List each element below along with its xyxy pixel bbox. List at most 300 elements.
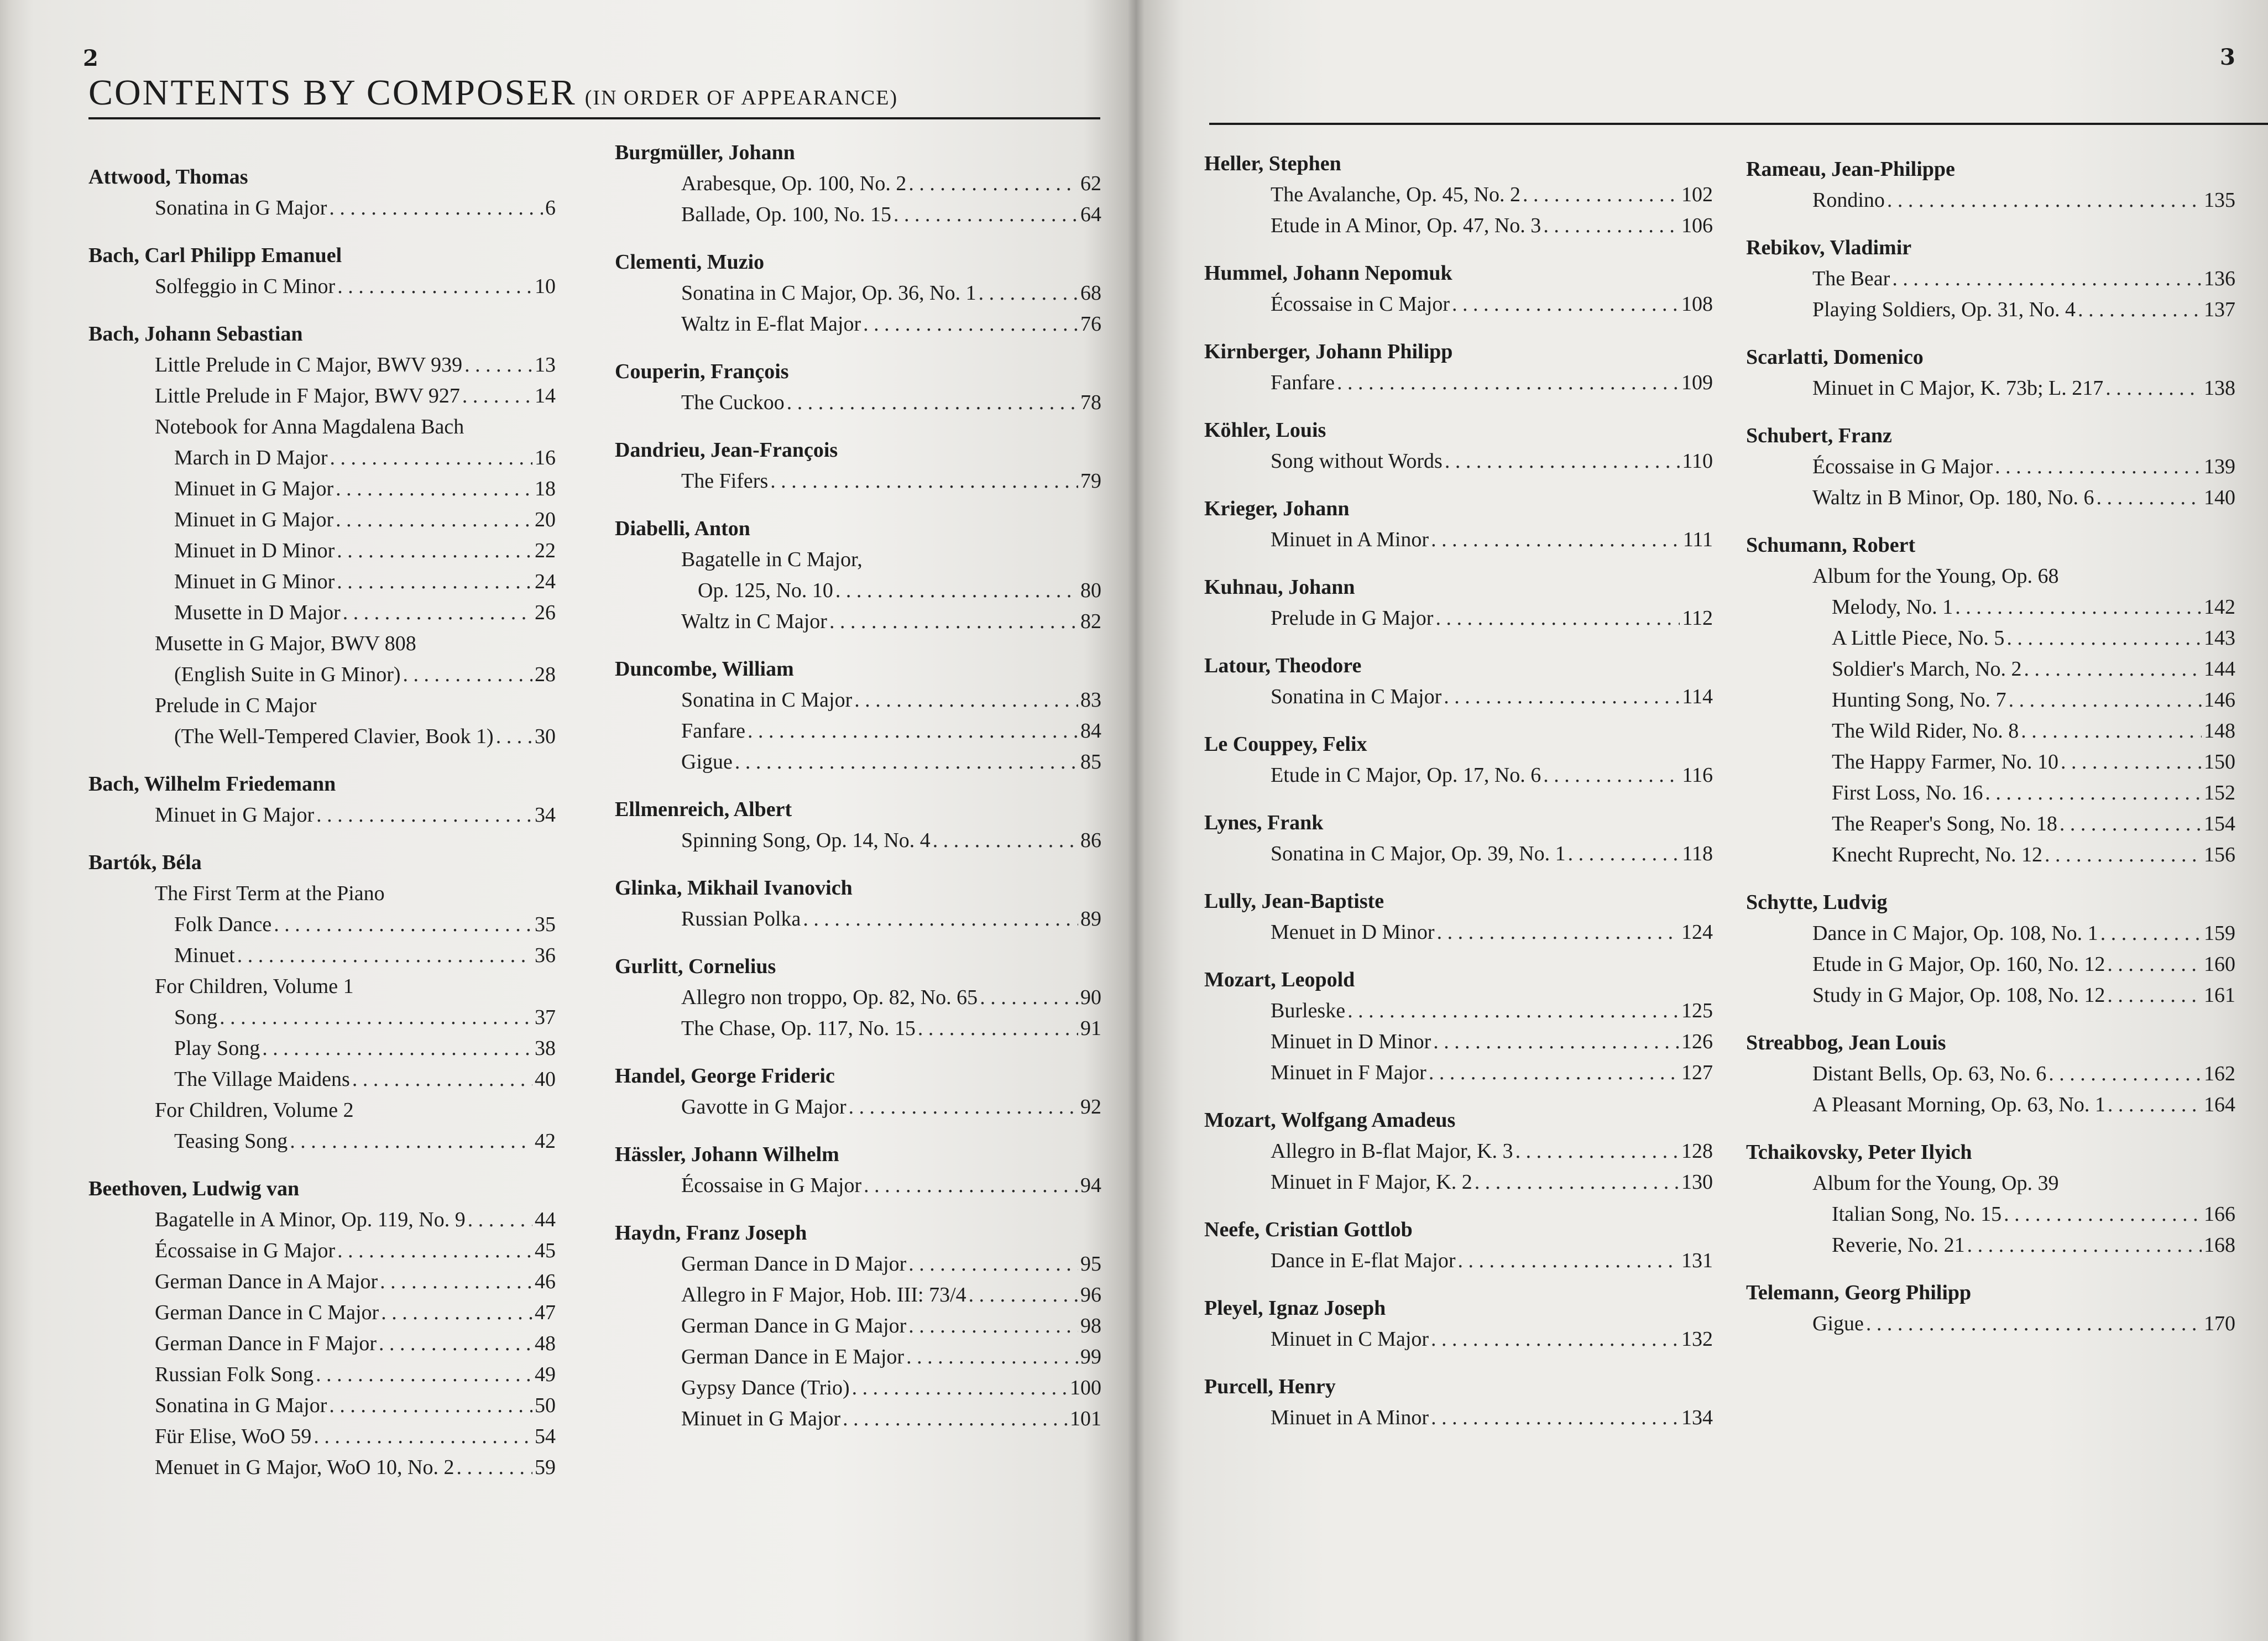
piece-title: A Pleasant Morning, Op. 63, No. 1 bbox=[1812, 1093, 2105, 1116]
toc-subheading: The First Term at the Piano bbox=[155, 882, 385, 905]
toc-subheading: For Children, Volume 2 bbox=[155, 1099, 354, 1122]
toc-piece-row bbox=[88, 349, 556, 380]
toc-piece-row bbox=[615, 606, 1101, 637]
page-reference: 132 bbox=[1681, 1328, 1713, 1351]
page-reference: 40 bbox=[535, 1068, 556, 1091]
dot-leader bbox=[2105, 373, 2202, 404]
page-reference: 112 bbox=[1682, 607, 1713, 630]
dot-leader bbox=[403, 659, 532, 690]
page-reference: 76 bbox=[1080, 312, 1101, 336]
composer-name: Lynes, Frank bbox=[1204, 811, 1324, 834]
dot-leader bbox=[2006, 623, 2202, 654]
page-reference: 22 bbox=[535, 539, 556, 562]
page-reference: 16 bbox=[535, 446, 556, 469]
piece-title: Hunting Song, No. 7 bbox=[1832, 688, 2006, 712]
composer-entry bbox=[615, 137, 1101, 230]
dot-leader bbox=[1523, 179, 1679, 210]
toc-piece-row bbox=[1204, 760, 1713, 791]
piece-title: Minuet in D Minor bbox=[174, 539, 335, 562]
page-reference: 106 bbox=[1681, 214, 1713, 237]
piece-title: Menuet in D Minor bbox=[1271, 921, 1435, 944]
toc-piece-row bbox=[1204, 1167, 1713, 1198]
dot-leader bbox=[829, 606, 1078, 637]
dot-leader bbox=[2060, 808, 2202, 839]
piece-title: Fanfare bbox=[681, 719, 746, 743]
toc-piece-row bbox=[1746, 623, 2235, 654]
left-page bbox=[0, 0, 1131, 1641]
composer-name: Le Couppey, Felix bbox=[1204, 733, 1367, 756]
page-reference: 68 bbox=[1080, 281, 1101, 305]
toc-piece-row bbox=[615, 309, 1101, 339]
page-reference: 35 bbox=[535, 913, 556, 936]
dot-leader bbox=[852, 1372, 1068, 1403]
piece-title: Écossaise in G Major bbox=[681, 1174, 862, 1197]
piece-title: Song bbox=[174, 1006, 218, 1029]
dot-leader bbox=[1985, 777, 2202, 808]
composer-entry bbox=[1204, 258, 1713, 320]
toc-piece-row bbox=[88, 1235, 556, 1266]
piece-title: Prelude in G Major bbox=[1271, 607, 1434, 630]
composer-entry bbox=[615, 356, 1101, 418]
composer-name: Lully, Jean-Baptiste bbox=[1204, 890, 1384, 913]
toc-piece-row bbox=[615, 715, 1101, 746]
page-reference: 89 bbox=[1080, 907, 1101, 931]
dot-leader bbox=[2107, 949, 2202, 980]
dot-leader bbox=[313, 1421, 532, 1452]
toc-piece-row bbox=[88, 1328, 556, 1359]
toc-subheading: Musette in G Major, BWV 808 bbox=[155, 632, 416, 655]
toc-piece-row bbox=[1746, 777, 2235, 808]
dot-leader bbox=[316, 799, 532, 830]
dot-leader bbox=[2009, 684, 2202, 715]
page-reference: 131 bbox=[1681, 1249, 1713, 1272]
page-reference: 59 bbox=[535, 1456, 556, 1479]
page-reference: 161 bbox=[2204, 984, 2235, 1007]
page-reference: 138 bbox=[2204, 377, 2235, 400]
piece-title: Minuet in G Major bbox=[681, 1407, 841, 1430]
toc-piece-row bbox=[1204, 681, 1713, 712]
page-reference: 159 bbox=[2204, 922, 2235, 945]
composer-name: Couperin, François bbox=[615, 360, 789, 383]
toc-piece-row bbox=[88, 566, 556, 597]
page-reference: 62 bbox=[1080, 172, 1101, 195]
piece-title: Etude in A Minor, Op. 47, No. 3 bbox=[1271, 214, 1541, 237]
composer-name: Neefe, Cristian Gottlob bbox=[1204, 1218, 1413, 1241]
dot-leader bbox=[336, 504, 532, 535]
toc-piece-row bbox=[1746, 1058, 2235, 1089]
composer-entry bbox=[1204, 572, 1713, 634]
page-reference: 26 bbox=[535, 601, 556, 624]
page-reference: 130 bbox=[1681, 1170, 1713, 1194]
page-reference: 95 bbox=[1080, 1252, 1101, 1276]
composer-entry bbox=[1204, 964, 1713, 1088]
toc-subheading: Bagatelle in C Major, bbox=[681, 548, 863, 571]
piece-title: German Dance in E Major bbox=[681, 1345, 905, 1368]
page-reference: 144 bbox=[2204, 657, 2235, 681]
dot-leader bbox=[464, 349, 532, 380]
piece-title: The Bear bbox=[1812, 267, 1890, 290]
composer-entry bbox=[1204, 1371, 1713, 1433]
piece-title: Allegro non troppo, Op. 82, No. 65 bbox=[681, 986, 978, 1009]
toc-piece-row bbox=[88, 1359, 556, 1390]
page-reference: 156 bbox=[2204, 843, 2235, 866]
composer-name: Bach, Wilhelm Friedemann bbox=[88, 772, 336, 796]
piece-title: Minuet in G Major bbox=[174, 508, 334, 531]
toc-subheading: Album for the Young, Op. 39 bbox=[1812, 1172, 2059, 1195]
page-reference: 45 bbox=[535, 1239, 556, 1262]
composer-entry bbox=[1204, 1214, 1713, 1276]
composer-name: Hummel, Johann Nepomuk bbox=[1204, 262, 1452, 285]
dot-leader bbox=[329, 1390, 532, 1421]
page-reference: 101 bbox=[1070, 1407, 1101, 1430]
composer-entry bbox=[615, 1217, 1101, 1434]
composer-name: Attwood, Thomas bbox=[88, 165, 248, 189]
page-reference: 94 bbox=[1080, 1174, 1101, 1197]
piece-title: Minuet in F Major, K. 2 bbox=[1271, 1170, 1472, 1194]
dot-leader bbox=[2045, 839, 2202, 870]
toc-piece-row bbox=[1746, 185, 2235, 216]
toc-piece-row bbox=[88, 473, 556, 504]
page-reference: 170 bbox=[2204, 1312, 2235, 1335]
piece-title: Gavotte in G Major bbox=[681, 1095, 846, 1119]
toc-piece-row bbox=[615, 168, 1101, 199]
toc-piece-row bbox=[88, 940, 556, 971]
page-reference: 96 bbox=[1080, 1283, 1101, 1306]
dot-leader bbox=[380, 1266, 532, 1297]
composer-entry bbox=[88, 161, 556, 223]
composer-name: Rameau, Jean-Philippe bbox=[1746, 158, 1955, 181]
piece-title: March in D Major bbox=[174, 446, 328, 469]
page-reference: 100 bbox=[1070, 1376, 1101, 1399]
piece-title: Spinning Song, Op. 14, No. 4 bbox=[681, 829, 931, 852]
dot-leader bbox=[468, 1204, 532, 1235]
piece-title: German Dance in A Major bbox=[155, 1270, 378, 1293]
dot-leader bbox=[1444, 681, 1680, 712]
dot-leader bbox=[1955, 592, 2202, 623]
page-reference: 139 bbox=[2204, 455, 2235, 478]
composer-name: Ellmenreich, Albert bbox=[615, 798, 792, 821]
piece-title: Fanfare bbox=[1271, 371, 1335, 394]
page-reference: 109 bbox=[1681, 371, 1713, 394]
dot-leader bbox=[343, 597, 532, 628]
dot-leader bbox=[969, 1279, 1078, 1310]
composer-name: Burgmüller, Johann bbox=[615, 141, 795, 164]
composer-entry bbox=[1746, 887, 2235, 1011]
heading-title: CONTENTS BY COMPOSER bbox=[88, 72, 577, 113]
dot-leader bbox=[1452, 289, 1679, 320]
composer-entry bbox=[1204, 1105, 1713, 1198]
composer-entry bbox=[1204, 807, 1713, 869]
toc-piece-row bbox=[615, 825, 1101, 856]
composer-name: Bach, Johann Sebastian bbox=[88, 322, 303, 346]
dot-leader bbox=[1568, 838, 1680, 869]
dot-leader bbox=[496, 721, 532, 752]
toc-piece-row bbox=[1746, 980, 2235, 1011]
piece-title: Melody, No. 1 bbox=[1832, 595, 1953, 619]
composer-entry bbox=[1204, 729, 1713, 791]
piece-title: Für Elise, WoO 59 bbox=[155, 1425, 312, 1448]
dot-leader bbox=[2061, 746, 2202, 777]
dot-leader bbox=[316, 1359, 532, 1390]
piece-title: The Avalanche, Op. 45, No. 2 bbox=[1271, 183, 1521, 206]
dot-leader bbox=[262, 1033, 532, 1064]
dot-leader bbox=[1995, 451, 2202, 482]
dot-leader bbox=[379, 1328, 532, 1359]
dot-leader bbox=[2004, 1199, 2202, 1230]
toc-piece-row bbox=[615, 278, 1101, 309]
page-reference: 24 bbox=[535, 570, 556, 593]
piece-title: Waltz in B Minor, Op. 180, No. 6 bbox=[1812, 486, 2094, 509]
piece-title: Minuet in F Major bbox=[1271, 1061, 1426, 1084]
toc-piece-row bbox=[88, 659, 556, 690]
toc-piece-row bbox=[615, 1403, 1101, 1434]
composer-name: Telemann, Georg Philipp bbox=[1746, 1281, 1972, 1304]
page-reference: 152 bbox=[2204, 781, 2235, 804]
toc-piece-row bbox=[615, 199, 1101, 230]
toc-piece-row bbox=[88, 1033, 556, 1064]
piece-title: Etude in C Major, Op. 17, No. 6 bbox=[1271, 764, 1541, 787]
composer-name: Gurlitt, Cornelius bbox=[615, 955, 776, 978]
toc-piece-row bbox=[88, 1390, 556, 1421]
piece-title: Reverie, No. 21 bbox=[1832, 1234, 1965, 1257]
composer-name: Pleyel, Ignaz Joseph bbox=[1204, 1297, 1386, 1320]
toc-piece-row bbox=[1204, 603, 1713, 634]
piece-title: Écossaise in C Major bbox=[1271, 292, 1450, 316]
piece-title: Minuet in G Major bbox=[155, 803, 315, 827]
piece-title: Gigue bbox=[681, 750, 733, 774]
piece-title: Écossaise in G Major bbox=[155, 1239, 336, 1262]
toc-piece-row bbox=[615, 982, 1101, 1013]
toc-piece-row bbox=[1746, 684, 2235, 715]
piece-title: Study in G Major, Op. 108, No. 12 bbox=[1812, 984, 2105, 1007]
toc-piece-row bbox=[1746, 482, 2235, 513]
composer-name: Schytte, Ludvig bbox=[1746, 891, 1888, 914]
piece-title: Bagatelle in A Minor, Op. 119, No. 9 bbox=[155, 1208, 466, 1231]
toc-piece-row bbox=[88, 1064, 556, 1095]
piece-title: Arabesque, Op. 100, No. 2 bbox=[681, 172, 907, 195]
page-reference: 137 bbox=[2204, 298, 2235, 321]
piece-title: The Happy Farmer, No. 10 bbox=[1832, 750, 2059, 774]
composer-name: Mozart, Leopold bbox=[1204, 968, 1355, 991]
toc-piece-row bbox=[88, 1204, 556, 1235]
toc-piece-row bbox=[615, 466, 1101, 497]
page-reference: 166 bbox=[2204, 1203, 2235, 1226]
piece-title: A Little Piece, No. 5 bbox=[1832, 626, 2005, 650]
heading-subtitle: (IN ORDER OF APPEARANCE) bbox=[584, 86, 898, 109]
piece-title: The Reaper's Song, No. 18 bbox=[1832, 812, 2057, 835]
composer-name: Schubert, Franz bbox=[1746, 424, 1892, 447]
composer-name: Rebikov, Vladimir bbox=[1746, 236, 1912, 259]
page-reference: 42 bbox=[535, 1130, 556, 1153]
composer-name: Bach, Carl Philipp Emanuel bbox=[88, 244, 342, 267]
toc-piece-row bbox=[1746, 949, 2235, 980]
page-reference: 14 bbox=[535, 384, 556, 407]
piece-title: Little Prelude in C Major, BWV 939 bbox=[155, 353, 463, 377]
piece-title: Op. 125, No. 10 bbox=[698, 579, 833, 602]
toc-piece-row bbox=[88, 909, 556, 940]
page-reference: 50 bbox=[535, 1394, 556, 1417]
dot-leader bbox=[2078, 294, 2202, 325]
page-number: 2 bbox=[83, 45, 98, 71]
page-reference: 80 bbox=[1080, 579, 1101, 602]
dot-leader bbox=[2107, 980, 2202, 1011]
piece-title: Allegro in B-flat Major, K. 3 bbox=[1271, 1140, 1513, 1163]
page-reference: 47 bbox=[535, 1301, 556, 1324]
composer-name: Bartók, Béla bbox=[88, 851, 202, 874]
piece-title: Minuet in A Minor bbox=[1271, 528, 1429, 551]
composer-entry bbox=[1746, 420, 2235, 513]
composer-entry bbox=[1204, 415, 1713, 477]
piece-title: Etude in G Major, Op. 160, No. 12 bbox=[1812, 953, 2105, 976]
toc-piece-row bbox=[1746, 654, 2235, 684]
toc-piece-row bbox=[1746, 373, 2235, 404]
dot-leader bbox=[337, 566, 532, 597]
toc-piece-row bbox=[1746, 746, 2235, 777]
page-reference: 18 bbox=[535, 477, 556, 500]
dot-leader bbox=[2100, 918, 2202, 949]
page-reference: 36 bbox=[535, 944, 556, 967]
composer-name: Mozart, Wolfgang Amadeus bbox=[1204, 1109, 1456, 1132]
toc-piece-row bbox=[615, 1310, 1101, 1341]
page-reference: 116 bbox=[1682, 764, 1713, 787]
composer-name: Beethoven, Ludwig van bbox=[88, 1177, 300, 1200]
composer-entry bbox=[1204, 148, 1713, 241]
piece-title: Italian Song, No. 15 bbox=[1832, 1203, 2002, 1226]
piece-title: Teasing Song bbox=[174, 1130, 288, 1153]
page-reference: 143 bbox=[2204, 626, 2235, 650]
composer-entry bbox=[1746, 1137, 2235, 1261]
piece-title: Folk Dance bbox=[174, 913, 272, 936]
toc-piece-row bbox=[1746, 451, 2235, 482]
toc-piece-row bbox=[1746, 918, 2235, 949]
composer-entry bbox=[1746, 232, 2235, 325]
dot-leader bbox=[1431, 1402, 1679, 1433]
page-reference: 20 bbox=[535, 508, 556, 531]
page-reference: 98 bbox=[1080, 1314, 1101, 1337]
page-reference: 110 bbox=[1682, 450, 1713, 473]
piece-title: German Dance in F Major bbox=[155, 1332, 377, 1355]
composer-name: Kuhnau, Johann bbox=[1204, 576, 1355, 599]
composer-name: Köhler, Louis bbox=[1204, 419, 1326, 442]
composer-name: Haydn, Franz Joseph bbox=[615, 1221, 807, 1245]
page-reference: 102 bbox=[1681, 183, 1713, 206]
composer-entry bbox=[615, 247, 1101, 339]
page-reference: 49 bbox=[535, 1363, 556, 1386]
piece-title: Minuet in A Minor bbox=[1271, 1406, 1429, 1429]
dot-leader bbox=[330, 442, 532, 473]
composer-name: Tchaikovsky, Peter Ilyich bbox=[1746, 1141, 1972, 1164]
toc-piece-row bbox=[1204, 1402, 1713, 1433]
toc-piece-row bbox=[88, 1266, 556, 1297]
composer-name: Hässler, Johann Wilhelm bbox=[615, 1143, 839, 1166]
page-reference: 82 bbox=[1080, 610, 1101, 633]
toc-piece-row bbox=[88, 442, 556, 473]
toc-piece-row bbox=[1204, 367, 1713, 398]
dot-leader bbox=[337, 271, 532, 302]
dot-leader bbox=[1543, 210, 1679, 241]
piece-title: Musette in D Major bbox=[174, 601, 341, 624]
page-reference: 13 bbox=[535, 353, 556, 377]
composer-entry bbox=[1746, 1277, 2235, 1339]
piece-title: Minuet bbox=[174, 944, 235, 967]
piece-title: Little Prelude in F Major, BWV 927 bbox=[155, 384, 460, 407]
piece-title: Sonatina in G Major bbox=[155, 196, 327, 220]
dot-leader bbox=[2048, 1058, 2202, 1089]
page-reference: 86 bbox=[1080, 829, 1101, 852]
page-reference: 124 bbox=[1681, 921, 1713, 944]
composer-name: Kirnberger, Johann Philipp bbox=[1204, 340, 1453, 363]
piece-title: Sonatina in C Major, Op. 39, No. 1 bbox=[1271, 842, 1566, 865]
page-reference: 44 bbox=[535, 1208, 556, 1231]
composer-entry bbox=[88, 240, 556, 302]
toc-piece-row bbox=[88, 535, 556, 566]
toc-piece-row bbox=[1746, 808, 2235, 839]
piece-title: German Dance in C Major bbox=[155, 1301, 379, 1324]
page-reference: 99 bbox=[1080, 1345, 1101, 1368]
composer-entry bbox=[1204, 493, 1713, 555]
dot-leader bbox=[2021, 715, 2202, 746]
page-reference: 111 bbox=[1682, 528, 1713, 551]
piece-title: Minuet in D Minor bbox=[1271, 1030, 1431, 1053]
dot-leader bbox=[1431, 1324, 1679, 1355]
piece-title: Distant Bells, Op. 63, No. 6 bbox=[1812, 1062, 2047, 1085]
dot-leader bbox=[908, 1248, 1078, 1279]
dot-leader bbox=[906, 1341, 1078, 1372]
page-reference: 79 bbox=[1080, 469, 1101, 493]
dot-leader bbox=[352, 1064, 532, 1095]
composer-entry bbox=[615, 872, 1101, 934]
toc-piece-row bbox=[1746, 1089, 2235, 1120]
composer-entry bbox=[615, 513, 1101, 637]
dot-leader bbox=[1435, 603, 1680, 634]
piece-title: Waltz in C Major bbox=[681, 610, 827, 633]
dot-leader bbox=[1457, 1245, 1679, 1276]
piece-title: Burleske bbox=[1271, 999, 1346, 1022]
piece-title: Menuet in G Major, WoO 10, No. 2 bbox=[155, 1456, 454, 1479]
piece-title: (English Suite in G Minor) bbox=[174, 663, 401, 686]
piece-title: Solfeggio in C Minor bbox=[155, 275, 336, 298]
toc-piece-row bbox=[1204, 838, 1713, 869]
dot-leader bbox=[220, 1002, 532, 1033]
toc-piece-row bbox=[88, 1002, 556, 1033]
toc-piece-row bbox=[1204, 917, 1713, 948]
page-reference: 83 bbox=[1080, 688, 1101, 712]
dot-leader bbox=[381, 1297, 532, 1328]
dot-leader bbox=[1429, 1057, 1679, 1088]
page-reference: 148 bbox=[2204, 719, 2235, 743]
toc-subheading: Prelude in C Major bbox=[155, 694, 317, 717]
toc-piece-row bbox=[1204, 1057, 1713, 1088]
dot-leader bbox=[1887, 185, 2202, 216]
contents-column bbox=[1746, 154, 2235, 1356]
composer-name: Handel, George Frideric bbox=[615, 1064, 835, 1088]
toc-piece-row bbox=[1204, 179, 1713, 210]
page-reference: 46 bbox=[535, 1270, 556, 1293]
dot-leader bbox=[770, 466, 1078, 497]
dot-leader bbox=[735, 746, 1078, 777]
dot-leader bbox=[933, 825, 1078, 856]
toc-piece-row bbox=[615, 684, 1101, 715]
dot-leader bbox=[854, 684, 1078, 715]
piece-title: Minuet in G Major bbox=[174, 477, 334, 500]
toc-piece-row bbox=[615, 387, 1101, 418]
page-reference: 54 bbox=[535, 1425, 556, 1448]
page-reference: 135 bbox=[2204, 189, 2235, 212]
composer-entry bbox=[88, 1173, 556, 1483]
toc-piece-row bbox=[1204, 1245, 1713, 1276]
dot-leader bbox=[1347, 995, 1679, 1026]
piece-title: The Wild Rider, No. 8 bbox=[1832, 719, 2019, 743]
